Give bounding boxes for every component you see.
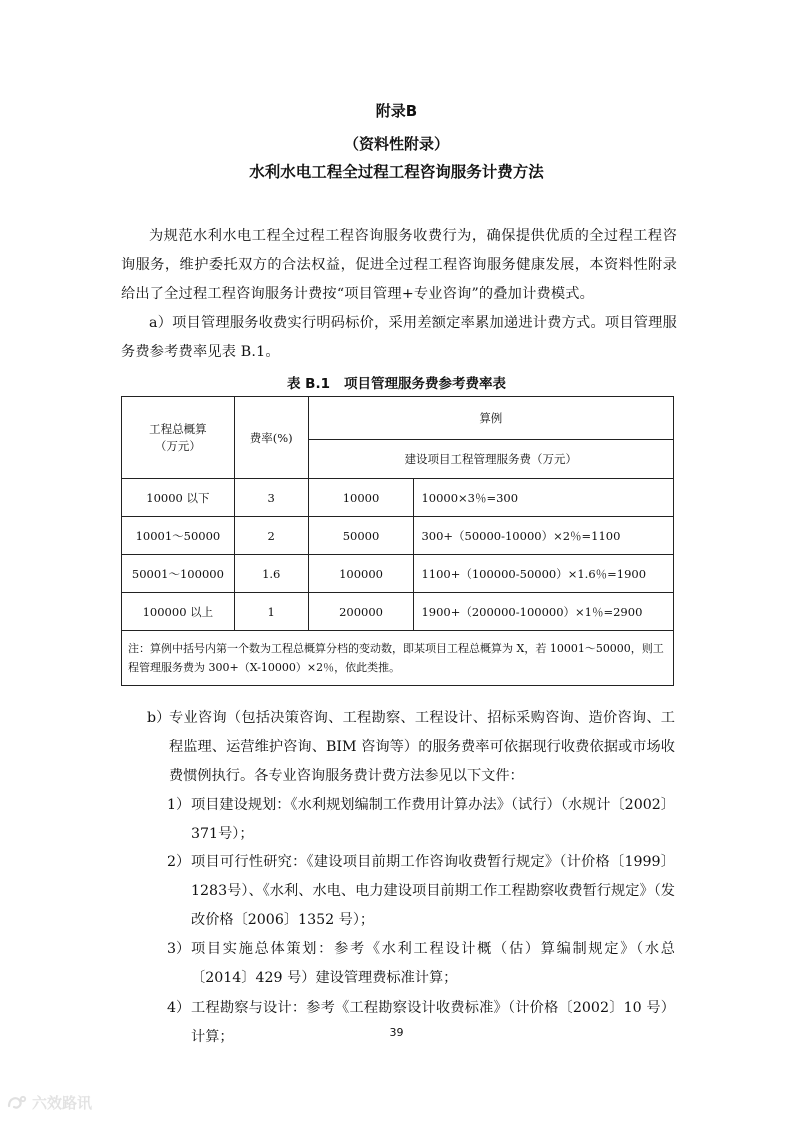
table-row (122, 555, 674, 593)
list-item-label: 1） (167, 797, 191, 813)
appendix-label: 附录B (375, 102, 418, 120)
list-item-label: 3） (167, 941, 191, 957)
table-caption: 项目管理服务费参考费率表 (344, 376, 506, 392)
header-example-sub: 建设项目工程管理服务费（万元） (308, 440, 673, 479)
cell-range: 10000 以下 (122, 479, 235, 517)
cell-amount: 50000 (308, 517, 414, 555)
header-rate: 费率(%) (234, 397, 308, 479)
appendix-title: 水利水电工程全过程工程咨询服务计费方法 (249, 163, 544, 181)
cell-rate: 3 (234, 479, 308, 517)
header-example: 算例 (308, 397, 673, 440)
cell-amount: 100000 (308, 555, 414, 593)
list-item (167, 848, 675, 935)
list-item-text: 项目建设规划：《水利规划编制工作费用计算办法》（试行）（水规计〔2002〕371号）； (191, 797, 675, 842)
watermark-logo-icon (6, 1094, 28, 1112)
list-item-text: 项目实施总体策划：参考《水利工程设计概（估）算编制规定》（水总〔2014〕429 号）建设管理费标准计算； (191, 941, 675, 986)
cell-calc: 1900+（200000-100000）×1％=2900 (414, 593, 674, 631)
watermark (6, 1092, 92, 1113)
cell-amount: 200000 (308, 593, 414, 631)
cell-calc: 10000×3％=300 (414, 479, 674, 517)
cell-calc: 1100+（100000-50000）×1.6％=1900 (414, 555, 674, 593)
table-note-cell (122, 631, 674, 686)
cell-rate: 1 (234, 593, 308, 631)
table-row (122, 517, 674, 555)
intro-paragraph: 为规范水利水电工程全过程工程咨询服务收费行为，确保提供优质的全过程工程咨询服务，维护委托双方的合法权益，促进全过程工程咨询服务健康发展，本资料性附录给出了全过程工程咨询服务计费按“项目管理+专业咨询”的叠加计费模式。 (121, 228, 677, 302)
paragraph-b-label: b） (147, 710, 171, 726)
table-note: 注：算例中括号内第一个数为工程总概算分档的变动数，即某项目工程总概算为 X，若 10001～50000，则工程管理服务费为 300+（X-10000）×2％，依此类推。 (128, 642, 664, 674)
cell-rate: 2 (234, 517, 308, 555)
fee-rate-table (121, 396, 674, 686)
cell-calc: 300+（50000-10000）×2％=1100 (414, 517, 674, 555)
list-item-text: 项目可行性研究：《建设项目前期工作咨询收费暂行规定》（计价格〔1999〕1283号）、《水利、水电、电力建设项目前期工作工程勘察收费暂行规定》（发改价格〔2006〕1352 号）； (191, 854, 675, 928)
list-item (167, 935, 675, 993)
header-total-budget: 工程总概算 （万元） (122, 397, 235, 479)
table-number: 表 B.1 (286, 376, 330, 392)
watermark-text: 六效路讯 (32, 1094, 93, 1112)
page-number: 39 (389, 1026, 404, 1039)
cell-range: 50001～100000 (122, 555, 235, 593)
cell-amount: 10000 (308, 479, 414, 517)
paragraph-a: a）项目管理服务收费实行明码标价，采用差额定率累加递进计费方式。项目管理服务费参考费率见表 B.1。 (121, 315, 677, 360)
appendix-nature: （资料性附录） (343, 135, 449, 153)
list-item-text: 工程勘察与设计：参考《工程勘察设计收费标准》（计价格〔2002〕10 号）计算； (191, 1000, 675, 1045)
paragraph-b (147, 704, 675, 791)
table-row (122, 593, 674, 631)
table-title (0, 372, 793, 392)
list-item (167, 994, 675, 1052)
cell-range: 10001～50000 (122, 517, 235, 555)
list-item (167, 791, 675, 849)
table-row (122, 479, 674, 517)
list-item-label: 2） (167, 854, 191, 870)
paragraph-b-text: 专业咨询（包括决策咨询、工程勘察、工程设计、招标采购咨询、造价咨询、工程监理、运营维护咨询、BIM 咨询等）的服务费率可依据现行收费依据或市场收费惯例执行。各专业咨询服务费计费方法参见以下文件： (169, 710, 675, 784)
list-item-label: 4） (167, 1000, 191, 1016)
cell-range: 100000 以上 (122, 593, 235, 631)
cell-rate: 1.6 (234, 555, 308, 593)
